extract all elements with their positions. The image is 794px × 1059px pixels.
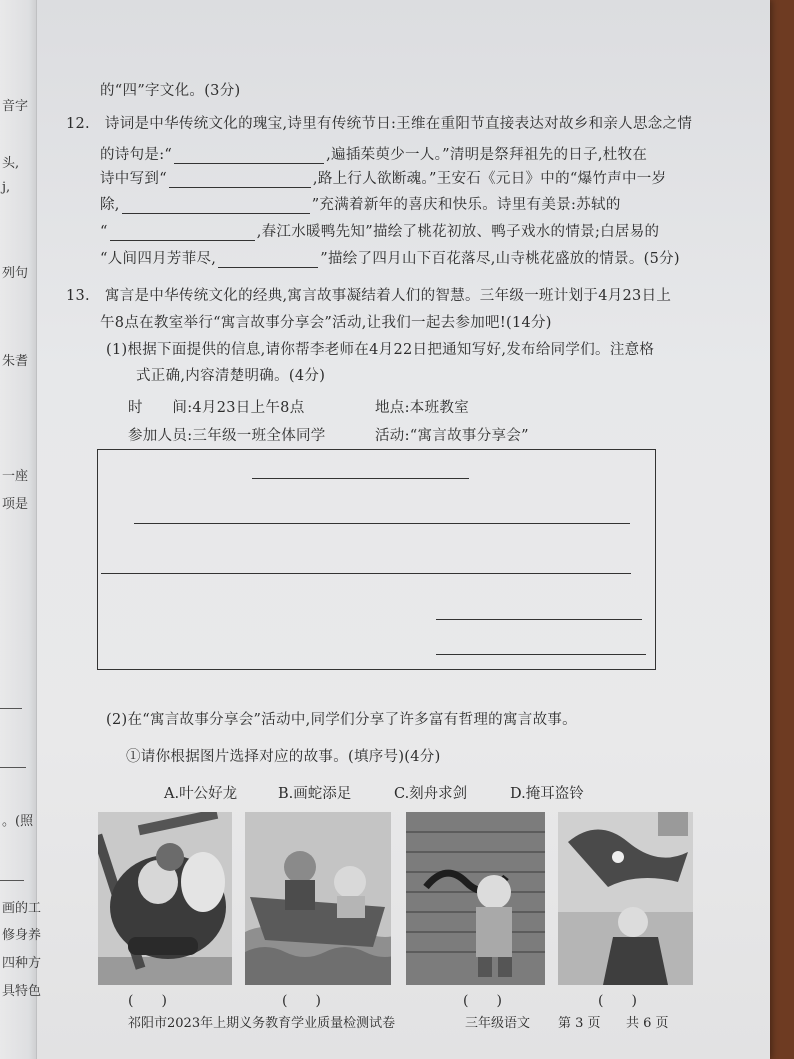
side-text: 列句 (2, 266, 29, 281)
story-picture-4 (558, 812, 693, 985)
answer-paren-2[interactable]: ( ) (282, 993, 321, 1009)
option-c: C.刻舟求剑 (394, 786, 468, 802)
side-rule (0, 880, 24, 881)
notice-title-line[interactable] (252, 478, 469, 479)
q11-tail: 的“四”字文化。(3分) (100, 83, 241, 99)
q13-part1-line-2: 式正确,内容清楚明确。(4分) (136, 368, 326, 384)
q12-line-5: “ ,春江水暖鸭先知”描绘了桃花初放、鸭子戏水的情景;白居易的 (100, 224, 660, 240)
notice-signature-line[interactable] (436, 619, 642, 620)
info-place: 地点:本班教室 (375, 400, 469, 416)
q13-part1-line-1: (1)根据下面提供的信息,请你帮李老师在4月22日把通知写好,发布给同学们。注意格 (106, 342, 655, 358)
side-text: 修身养 (2, 928, 42, 943)
question-number: 13. (66, 288, 90, 304)
side-rule (0, 767, 26, 768)
option-d: D.掩耳盗铃 (510, 786, 584, 802)
info-people: 参加人员:三年级一班全体同学 (128, 428, 326, 444)
answer-blank[interactable] (218, 253, 318, 268)
answer-blank[interactable] (169, 173, 311, 188)
side-text: 头, (2, 156, 20, 171)
answer-paren-1[interactable]: ( ) (128, 993, 167, 1009)
side-text: 项是 (2, 497, 29, 512)
info-activity: 活动:“寓言故事分享会” (375, 428, 529, 444)
info-time: 时 间:4月23日上午8点 (128, 400, 305, 416)
side-text: 具特色 (2, 984, 42, 999)
answer-paren-4[interactable]: ( ) (598, 993, 637, 1009)
footer-total: 共 6 页 (626, 1016, 669, 1031)
q12-line-4: 除, ”充满着新年的喜庆和快乐。诗里有美景:苏轼的 (100, 197, 621, 213)
answer-blank[interactable] (122, 199, 310, 214)
story-picture-2 (245, 812, 391, 985)
notice-date-line[interactable] (436, 654, 646, 655)
footer-title: 祁阳市2023年上期义务教育学业质量检测试卷 (128, 1016, 396, 1031)
q12-line-6: “人间四月芳菲尽, ”描绘了四月山下百花落尽,山寺桃花盛放的情景。(5分) (100, 251, 680, 267)
story-picture-3 (406, 812, 545, 985)
notice-writing-box[interactable] (97, 449, 656, 670)
q12-line-2: 的诗句是:“ ,遍插茱萸少一人。”清明是祭拜祖先的日子,杜牧在 (100, 147, 648, 163)
answer-blank[interactable] (174, 149, 324, 164)
option-a: A.叶公好龙 (164, 786, 238, 802)
answer-blank[interactable] (110, 226, 255, 241)
story-picture-1 (98, 812, 232, 985)
q13-line-1: 13. 寓言是中华传统文化的经典,寓言故事凝结着人们的智慧。三年级一班计划于4月23日上 (66, 288, 672, 304)
answer-paren-3[interactable]: ( ) (463, 993, 502, 1009)
side-text: 画的工 (2, 901, 42, 916)
notice-body-line[interactable] (101, 573, 631, 574)
q13-part2: (2)在“寓言故事分享会”活动中,同学们分享了许多富有哲理的寓言故事。 (106, 712, 577, 728)
q13-part2-sub: ①请你根据图片选择对应的故事。(填序号)(4分) (126, 749, 441, 765)
q13-line-2: 午8点在教室举行“寓言故事分享会”活动,让我们一起去参加吧!(14分) (100, 315, 552, 331)
side-rule (0, 708, 22, 709)
question-number: 12. (66, 116, 90, 132)
side-text: j, (2, 180, 11, 195)
footer-page: 第 3 页 (558, 1016, 601, 1031)
notice-body-line[interactable] (134, 523, 630, 524)
side-text: 四种方 (2, 956, 42, 971)
side-text: 。(照 (2, 814, 34, 829)
side-text: 一座 (2, 469, 29, 484)
side-text: 朱耆 (2, 354, 29, 369)
q12-line-1: 12. 诗词是中华传统文化的瑰宝,诗里有传统节日:王维在重阳节直接表达对故乡和亲人思念之情 (66, 116, 693, 132)
q12-line-3: 诗中写到“ ,路上行人欲断魂。”王安石《元日》中的“爆竹声中一岁 (100, 171, 667, 187)
option-b: B.画蛇添足 (278, 786, 352, 802)
side-text: 音字 (2, 99, 29, 114)
footer-subject: 三年级语文 (465, 1016, 531, 1031)
